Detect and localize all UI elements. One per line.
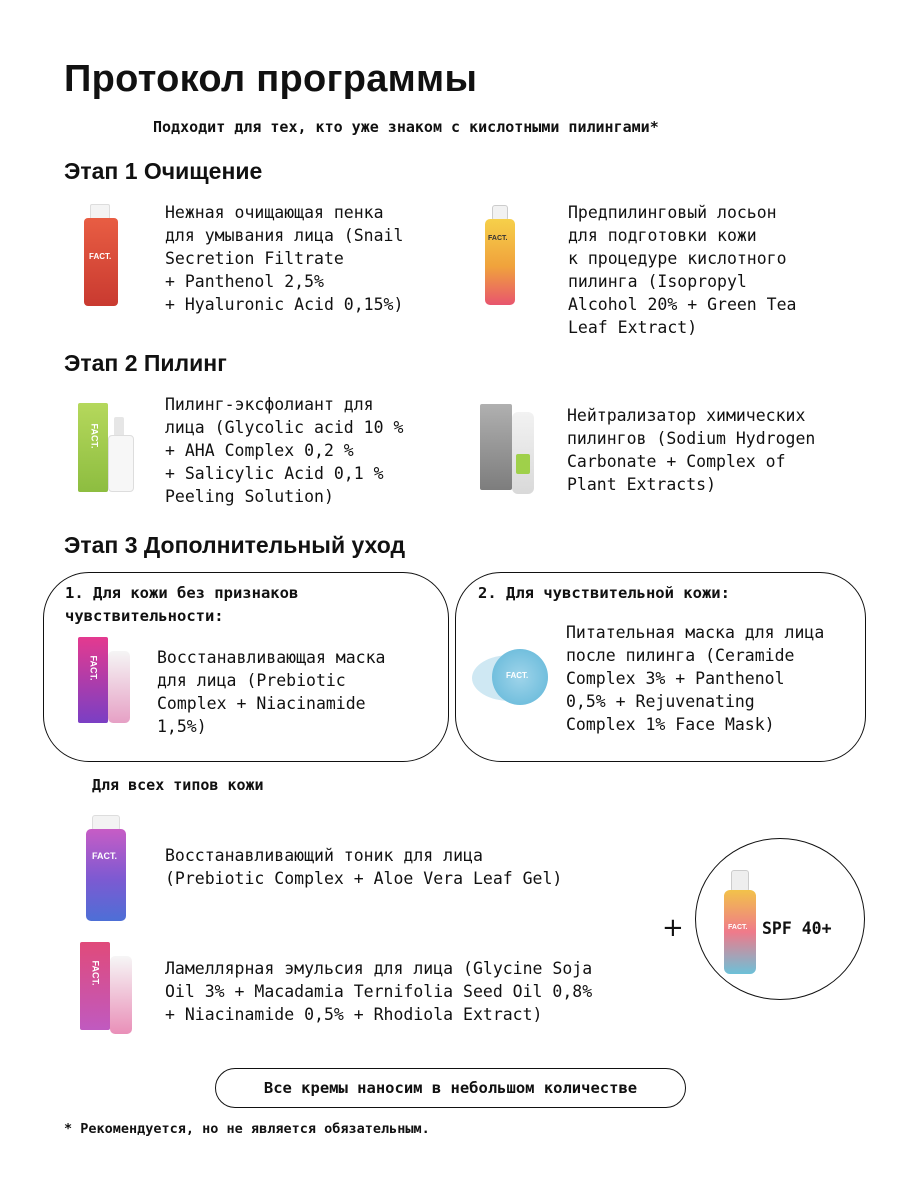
lotion-logo: FACT. (488, 235, 508, 242)
emulsion-logo: FACT. (90, 960, 101, 986)
emulsion-desc: Ламеллярная эмульсия для лица (Glycine Soja Oil 3% + Macadamia Ternifolia Seed Oil 0,8% + Niacinamide 0,5% + Rhodiola Extract) (165, 959, 593, 1024)
stage1-product1-desc: Нежная очищающая пенка для умывания лица (Snail Secretion Filtrate + Panthenol 2,5% + Hyaluronic Acid 0,15%) (165, 203, 404, 314)
cream-note-pill: Все кремы наносим в небольшом количестве (215, 1068, 686, 1108)
spf-logo: FACT. (728, 924, 748, 931)
tonic-desc: Восстанавливающий тоник для лица (Prebiotic Complex + Aloe Vera Leaf Gel) (165, 846, 563, 888)
foam-logo: FACT. (89, 252, 112, 261)
spf-label: SPF 40+ (762, 919, 832, 938)
box1-label: 1. Для кожи без признаков чувствительности: (65, 584, 299, 625)
tonic-logo: FACT. (92, 851, 118, 861)
stage3-heading: Этап 3 Дополнительный уход (64, 532, 406, 558)
emulsion-product-image (80, 942, 136, 1034)
box2-label: 2. Для чувствительной кожи: (478, 584, 730, 602)
foam-product-image (72, 204, 132, 306)
all-skin-label: Для всех типов кожи (92, 776, 264, 794)
box1-product-desc: Восстанавливающая маска для лица (Prebiotic Complex + Niacinamide 1,5%) (157, 648, 386, 736)
restoring-mask-image (78, 637, 134, 727)
stage1-heading: Этап 1 Очищение (64, 158, 263, 184)
stage2-heading: Этап 2 Пилинг (64, 350, 227, 376)
page-title: Протокол программы (64, 58, 478, 100)
page-subtitle: Подходит для тех, кто уже знаком с кислотными пилингами* (153, 118, 659, 136)
plus-sign: + (662, 913, 684, 943)
tonic-product-image (84, 815, 130, 921)
peel-logo: FACT. (89, 423, 100, 449)
box2-product-desc: Питательная маска для лица после пилинга (Ceramide Complex 3% + Panthenol 0,5% + Rejuvenating Complex 1% Face Mask) (566, 623, 825, 734)
peel-product-image (78, 403, 142, 492)
nourishing-mask-image (472, 649, 552, 709)
stage2-product2-desc: Нейтрализатор химических пилингов (Sodium Hydrogen Carbonate + Complex of Plant Extracts) (567, 406, 816, 494)
stage1-product2-desc: Предпилинговый лосьон для подготовки кожи к процедуре кислотного пилинга (Isopropyl Alcohol 20% + Green Tea Leaf Extract) (568, 203, 797, 337)
spf-product-image (722, 870, 758, 974)
stage2-product1-desc: Пилинг-эксфолиант для лица (Glycolic acid 10 % + AHA Complex 0,2 % + Salicylic Acid 0,1 % Peeling Solution) (165, 395, 404, 506)
neutralizer-product-image (480, 404, 536, 494)
footnote: * Рекомендуется, но не является обязательным. (64, 1121, 430, 1137)
restoring-mask-logo: FACT. (88, 655, 99, 681)
lotion-product-image (482, 205, 522, 305)
nourishing-mask-logo: FACT. (506, 671, 529, 680)
